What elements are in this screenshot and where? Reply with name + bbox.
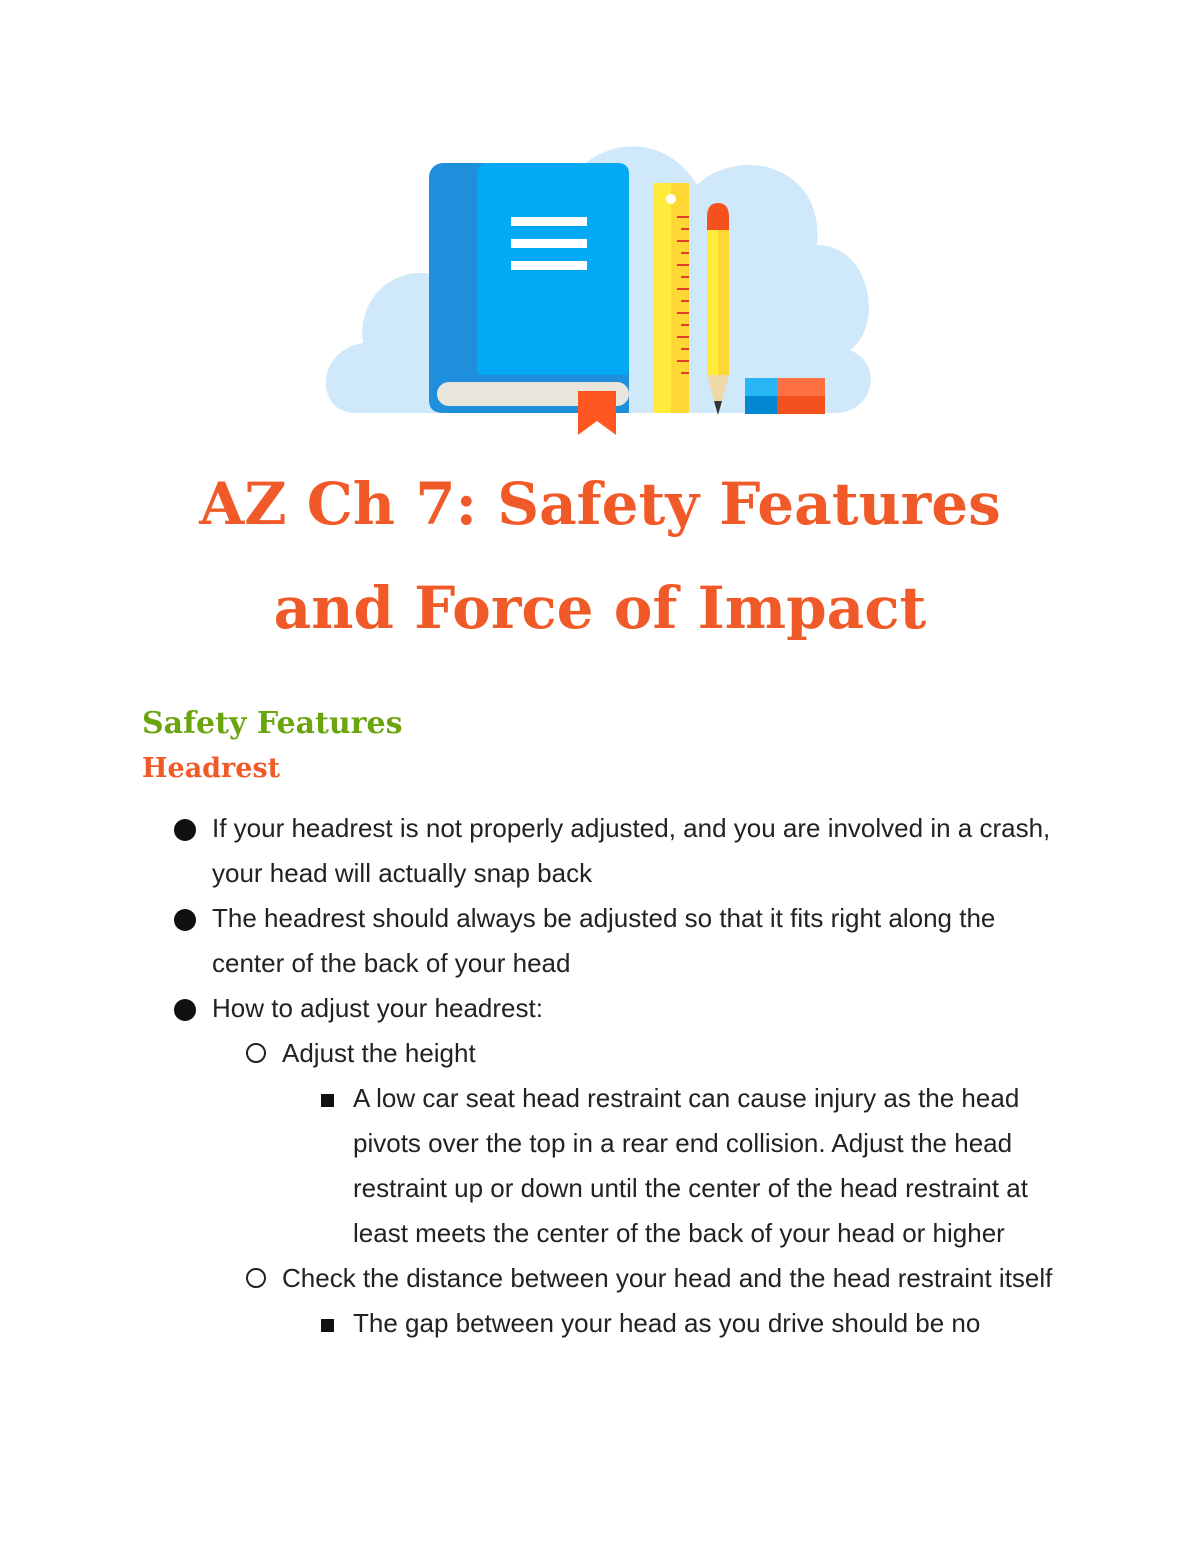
filled-bullet-icon [174, 896, 196, 945]
bullet-list [0, 806, 1200, 1346]
square-bullet-icon [317, 1076, 334, 1121]
title-line-2: and Force of Impact [273, 574, 927, 642]
list-item-text: Check the distance between your head and the head restraint itself [282, 1263, 1053, 1293]
book-illustration [325, 125, 875, 440]
list-item-text: A low car seat head restraint can cause injury as the head pivots over the top in a rear end collision. Adjust the head restraint up or down until the center of the head restraint at least meets the center of the back of your head or higher [353, 1083, 1028, 1248]
square-bullet-icon [317, 1301, 334, 1346]
hollow-bullet-icon [246, 1256, 266, 1302]
list-item [282, 1031, 1062, 1076]
pencil-icon [707, 203, 729, 415]
filled-bullet-icon [174, 986, 196, 1035]
subheading: Headrest [142, 753, 281, 784]
hollow-bullet-icon [246, 1031, 266, 1077]
eraser-icon [745, 378, 825, 414]
list-item [353, 1076, 1063, 1256]
list-item-text: The headrest should always be adjusted so that it fits right along the center of the back of your head [212, 903, 996, 978]
list-item [212, 986, 1062, 1031]
list-item [353, 1301, 1063, 1346]
list-item [212, 806, 1062, 896]
title-line-1: AZ Ch 7: Safety Features [199, 470, 1001, 538]
list-item [212, 896, 1062, 986]
book-icon [429, 163, 629, 435]
list-item-text: The gap between your head as you drive should be no [353, 1308, 981, 1338]
ruler-icon [653, 183, 689, 413]
list-item-text: How to adjust your headrest: [212, 993, 543, 1023]
document-title [0, 452, 1200, 660]
list-item-text: Adjust the height [282, 1038, 476, 1068]
list-item-text: If your headrest is not properly adjusted, and you are involved in a crash, your head will actually snap back [212, 813, 1051, 888]
section-heading: Safety Features [142, 706, 403, 741]
filled-bullet-icon [174, 806, 196, 855]
list-item [282, 1256, 1062, 1301]
